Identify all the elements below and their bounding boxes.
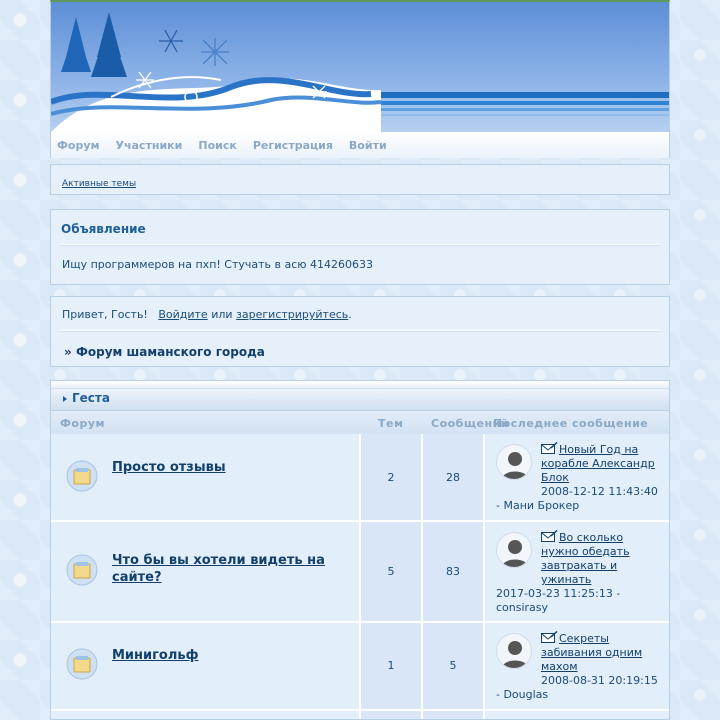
main-nav bbox=[51, 132, 669, 158]
collapse-triangle-icon[interactable] bbox=[63, 396, 67, 402]
announcement-title: Объявление bbox=[61, 222, 146, 236]
forum-cell bbox=[51, 522, 361, 621]
forum-cell bbox=[51, 434, 361, 520]
login-link[interactable]: Войдите bbox=[158, 308, 208, 321]
forum-cell bbox=[51, 623, 361, 709]
posts-count-cell bbox=[423, 522, 485, 621]
forum-title-link[interactable]: Просто отзывы bbox=[112, 460, 226, 475]
forum-row bbox=[51, 623, 669, 709]
nav-members-link[interactable]: Участники bbox=[115, 138, 183, 152]
forum-folder-icon bbox=[66, 554, 98, 586]
nav-login-link[interactable]: Войти bbox=[348, 138, 387, 152]
last-post-cell bbox=[485, 434, 669, 520]
nav-forum-link[interactable]: Форум bbox=[57, 138, 100, 152]
posts-count-cell bbox=[423, 623, 485, 709]
last-post-info bbox=[496, 631, 664, 702]
or-text: или bbox=[211, 308, 233, 321]
last-post-info bbox=[496, 442, 664, 513]
new-post-mail-icon bbox=[541, 530, 558, 542]
col-forum: Форум bbox=[60, 417, 106, 430]
posts-count: 28 bbox=[446, 471, 460, 484]
posts-count: 83 bbox=[446, 565, 460, 578]
forum-folder-icon bbox=[66, 648, 98, 680]
active-topics-link[interactable]: Активные темы bbox=[62, 179, 137, 189]
col-posts: Сообщений bbox=[431, 417, 510, 430]
last-post-topic-link[interactable]: Секреты забивания одним махом bbox=[541, 632, 643, 673]
last-post-cell bbox=[485, 711, 669, 720]
new-post-mail-icon bbox=[541, 631, 558, 643]
last-post-date: 2008-08-31 20:19:15 bbox=[541, 674, 658, 687]
last-post-topic-link[interactable]: Во сколько нужно обедать завтракать и ужинать bbox=[541, 531, 630, 586]
topics-count-cell bbox=[361, 711, 423, 720]
new-post-mail-icon bbox=[541, 442, 558, 454]
last-post-topic-line bbox=[496, 631, 664, 674]
last-post-author: - Мани Брокер bbox=[496, 499, 580, 512]
topics-count-cell bbox=[361, 522, 423, 621]
category-title[interactable] bbox=[63, 391, 110, 405]
last-post-info bbox=[496, 530, 664, 615]
forum-folder-icon bbox=[66, 460, 98, 492]
snow-landscape-illustration bbox=[51, 2, 669, 132]
forum-title-link[interactable]: Минигольф bbox=[112, 648, 199, 663]
forum-header bbox=[50, 0, 670, 158]
forum-cell bbox=[51, 711, 361, 720]
topics-count-cell bbox=[361, 623, 423, 709]
category-header-strip bbox=[51, 381, 669, 389]
active-topics-bar bbox=[50, 164, 670, 195]
last-post-topic-line bbox=[496, 530, 664, 587]
column-headers bbox=[51, 411, 669, 434]
topics-count: 1 bbox=[387, 659, 395, 672]
last-post-date: 2017-03-23 11:25:13 - bbox=[496, 587, 621, 600]
nav-register-link[interactable]: Регистрация bbox=[252, 138, 333, 152]
category-title-text: Геста bbox=[72, 391, 110, 405]
category-header bbox=[51, 381, 669, 411]
topics-count: 2 bbox=[387, 471, 395, 484]
topics-count: 5 bbox=[387, 565, 395, 578]
last-post-author: consirasy bbox=[496, 601, 549, 614]
posts-count-cell bbox=[423, 434, 485, 520]
last-post-topic-line bbox=[496, 442, 664, 485]
forum-row-partial bbox=[51, 711, 669, 720]
forum-title-link[interactable]: Что бы вы хотели видеть на сайте? bbox=[112, 553, 325, 585]
forum-row bbox=[51, 434, 669, 520]
forum-row bbox=[51, 522, 669, 621]
posts-count: 5 bbox=[449, 659, 457, 672]
forum-category-table bbox=[50, 380, 670, 720]
nav-search-link[interactable]: Поиск bbox=[198, 138, 237, 152]
announcement-panel bbox=[50, 209, 670, 285]
breadcrumb-forum-link[interactable]: Форум шаманского города bbox=[75, 345, 265, 359]
welcome-line bbox=[51, 297, 669, 330]
last-post-author: - Douglas bbox=[496, 688, 549, 701]
announcement-text: Ищу программеров на пхп! Стучать в асю 414260633 bbox=[62, 258, 374, 271]
last-post-date: 2008-12-12 11:43:40 bbox=[541, 485, 658, 498]
posts-count-cell bbox=[423, 711, 485, 720]
winter-banner bbox=[51, 2, 669, 132]
col-last-post: Последнее сообщение bbox=[493, 417, 649, 430]
period-text: . bbox=[348, 308, 352, 321]
last-post-cell bbox=[485, 623, 669, 709]
last-post-topic-link[interactable]: Новый Год на корабле Александр Блок bbox=[541, 443, 655, 484]
greeting-text: Привет, Гость! bbox=[62, 308, 148, 321]
register-link[interactable]: зарегистрируйтесь bbox=[236, 308, 349, 321]
breadcrumb-arrow: » bbox=[64, 345, 72, 359]
welcome-panel bbox=[50, 296, 670, 367]
topics-count-cell bbox=[361, 434, 423, 520]
last-post-cell bbox=[485, 522, 669, 621]
breadcrumb bbox=[51, 332, 669, 372]
col-topics: Тем bbox=[378, 417, 404, 430]
